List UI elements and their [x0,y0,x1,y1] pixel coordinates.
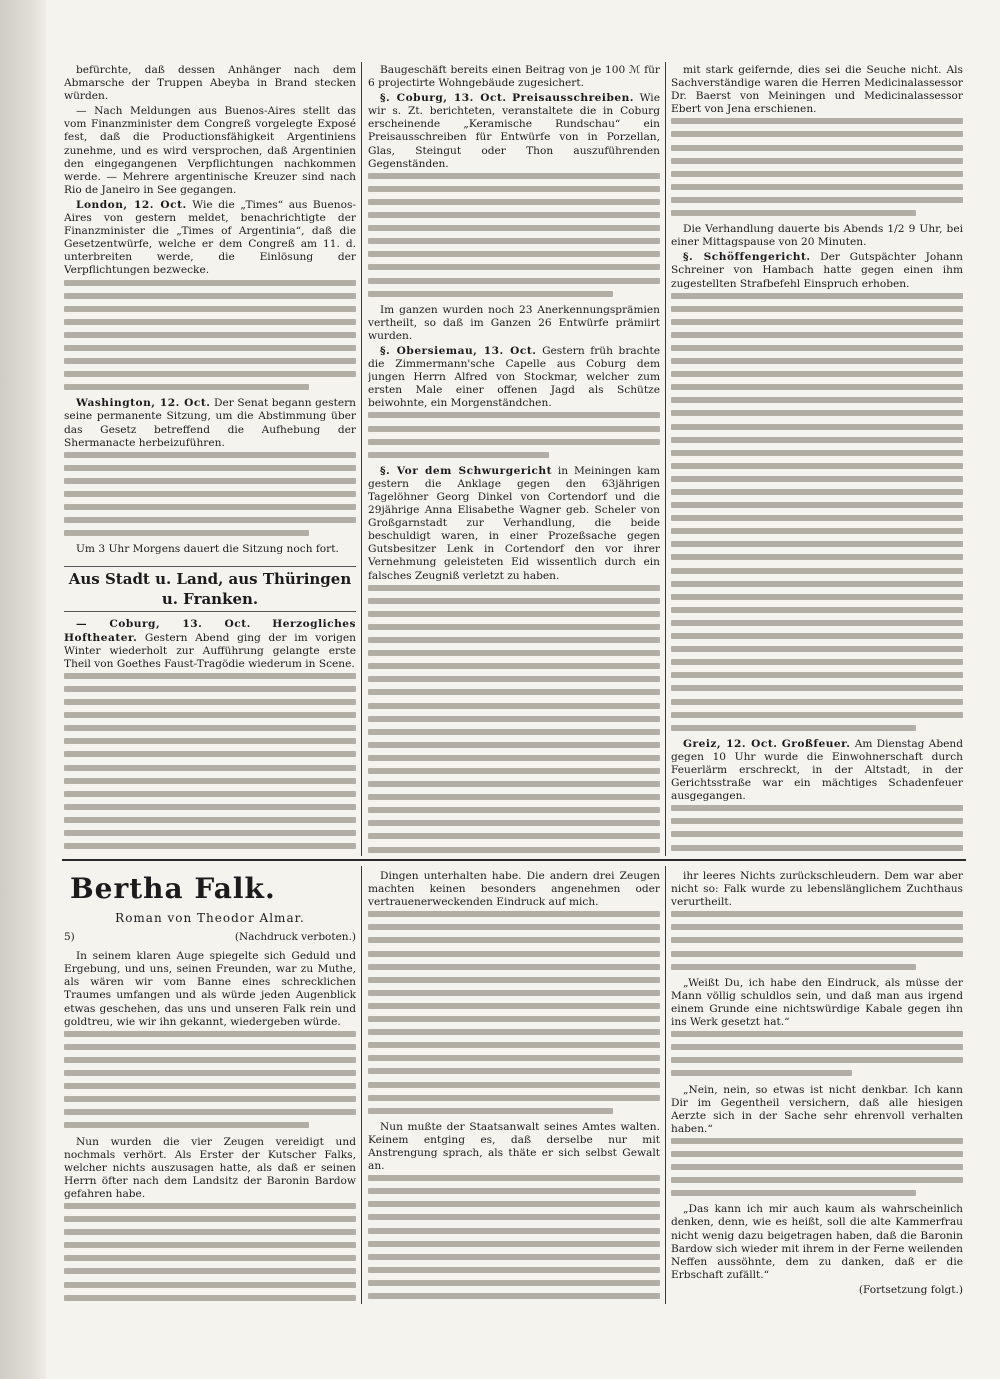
dateline: Greiz, 12. Oct. [683,737,778,750]
article-text: befürchte, daß dessen Anhänger nach dem Abmarsche der Truppen Abeyba in Brand stecken würden. [64,64,356,103]
text-lines [368,1175,660,1302]
article-title: Herzogliches Hoftheater. [64,618,356,644]
serial-column-2 [368,870,660,1302]
london-report [64,199,356,278]
serial-text: In seinem klaren Auge spiegelte sich Geduld und Ergebung, und uns, seinen Freunden, war zu Muthe, als wären wir vom Banne eines schrecklichen Traumes umfangen und als würde jeden Augenblick etwas geschehen, das uns und unseren Falk rein und goldtreu, wie wir ihn gekannt, wiedergeben würde. [64,950,356,1028]
article-text: — Nach Meldungen aus Buenos-Aires stellt das vom Finanzminister dem Congreß vorgelegte Exposé fest, daß die Productionsfähigkeit Argentiniens zunehme, und es wird versprochen, daß Argentinien den eingegangenen Verpflichtungen nachkommen werde. — Mehrere argentinische Kreuzer sind nach Rio de Janeiro in See gegangen. [64,105,356,196]
dateline: §. Coburg, 13. Oct. [380,92,507,105]
continued-note: (Fortsetzung folgt.) [858,1283,963,1296]
text-lines [64,673,356,854]
article-text: mit stark geifernde, dies sei die Seuche nicht. Als Sachverständige waren die Herren Medicinalassessor Dr. Baerst von Meiningen und Medicinalassessor Ebert von Jena erschienen. [671,64,963,116]
text-lines [671,293,963,731]
serial-byline: Roman von Theodor Almar. [115,911,305,925]
newspaper-page [46,0,1000,1379]
serial-text: Nun wurden die vier Zeugen vereidigt und nochmals verhört. Als Erster der Kutscher Falks, welcher nichts auszusagen hatte, als daß er seinen Herrn öfter nach dem Landsitz der Baronin Bardow gefahren habe. [64,1135,356,1200]
serial-meta [64,931,356,944]
text-lines [64,1203,356,1302]
text-lines [64,452,356,537]
serial-column-3 [671,870,963,1302]
theatre-report [64,618,356,670]
article-text: Wie die „Times“ aus Buenos-Aires von gestern meldet, benachrichtigte der Finanzminister die „Times of Argentinia“, daß die Gesetzentwürfe, welche er dem Congreß am 11. d. unterbreiten werde, die Einlösung der Verpflichtungen bezwecke. [64,198,356,277]
dateline: — Coburg, 13. Oct. [76,618,251,631]
section-heading: Aus Stadt u. Land, aus Thüringen u. Franken. [64,566,356,612]
serial-text: „Weißt Du, ich habe den Eindruck, als müsse der Mann völlig schuldlos sein, und daß man aus irgend einem Grunde eine nichtswürdige Kabale gegen ihn ins Werk gesetzt hat.“ [671,976,963,1029]
article-text: Baugeschäft bereits einen Beitrag von je 100 ℳ für 6 projectirte Wohngebäude zugesichert. [368,64,660,90]
article-text: Gestern früh brachte die Zimmermann'sche Capelle aus Coburg dem jungen Herrn Alfred von Stockmar, welcher zum ersten Male einer offenen Jagd als Schütze beiwohnte, ein Morgenständchen. [368,344,660,410]
article-text: Um 3 Uhr Morgens dauert die Sitzung noch fort. [76,543,339,556]
article-text: Wie wir s. Zt. berichteten, veranstaltete die in Coburg erscheinende „Keramische Rundschau“ ein Preisausschreiben für Entwürfe von in Porzellan, Glas, Steingut oder Thon auszuführenden Gegenständen. [368,92,660,170]
column-rule [665,866,666,1304]
article-title: Großfeuer. [781,737,851,750]
instalment-number: 5) [64,931,75,944]
scan-edge [0,0,46,1379]
washington-report [64,397,356,449]
article-title: Preisausschreiben. [512,92,634,105]
column-rule [361,866,362,1304]
text-lines [671,1138,963,1196]
text-lines [368,173,660,297]
article-text: Der Gutspächter Johann Schreiner von Hambach hatte gegen einen ihm zugestellten Strafbefehl Einspruch erhoben. [671,251,963,290]
article-text: Gestern Abend ging der im vorigen Winter wiederholt zur Aufführung gelangte erste Theil von Goethes Faust-Tragödie wiederum in Scene. [64,631,356,670]
serial-title: Bertha Falk. [70,872,276,905]
serial-text: Dingen unterhalten habe. Die andern drei Zeugen machten keinen besonders angenehmen oder vertrauenerweckenden Eindruck auf mich. [368,870,660,909]
reprint-notice: (Nachdruck verboten.) [234,931,356,944]
article-title: §. Vor dem Schwurgericht [380,464,553,477]
court-report [368,465,660,583]
serenade-report [368,345,660,410]
lay-court-report [671,251,963,290]
text-lines [671,911,963,969]
serial-text: „Das kann ich mir auch kaum als wahrscheinlich denken, denn, wie es heißt, soll die alte Kammerfrau nicht wenig dazu beigetragen haben, daß die Baronin Bardow sich wieder mit ihrem in der Ferne weilenden Neffen aussöhnte, dem zu danken, daß er die Erbschaft zufällt.“ [671,1203,963,1281]
text-lines [368,412,660,457]
dateline: §. Obersiemau, 13. Oct. [380,344,537,357]
serial-text: ihr leeres Nichts zurückschleudern. Dem war aber nicht so: Falk wurde zu lebenslänglichem Zuchthaus verurtheilt. [671,870,963,909]
serial-column-1 [64,870,356,1302]
text-lines [671,805,963,854]
serial-text: Nun mußte der Staatsanwalt seines Amtes walten. Keinem entging es, daß derselbe nur mit Anstrengung sprach, als thäte er sich selbst Gewalt an. [368,1120,660,1173]
article-title: §. Schöffengericht. [683,251,811,264]
column-rule [665,62,666,856]
feuilleton-divider [62,859,966,861]
dateline: London, 12. Oct. [76,198,187,211]
text-lines [368,911,660,1113]
text-lines [64,280,356,391]
fire-report [671,738,963,803]
text-lines [368,585,660,854]
article-text: Am Dienstag Abend gegen 10 Uhr wurde die Einwohnerschaft durch Feuerlärm erschreckt, in der Altstadt, in der Gerichtsstraße war ein mächtiges Schadenfeuer ausgegangen. [671,737,963,803]
text-lines [64,1031,356,1129]
article-text: in Meiningen kam gestern die Anklage gegen den 63jährigen Tagelöhner Georg Dinkel von Cortendorf und die 29jährige Anna Elisabethe Wagner geb. Scheler von Großgarnstadt zur Verhandlung, die beide beschuldigt waren, in einer Prozeßsache gegen Gutsbesitzer Lenk in Cortendorf den vor ihrer Vernehmung geleisteten Eid wissentlich durch ein falsches Zeugniß verletzt zu haben. [368,464,660,582]
dateline: Washington, 12. Oct. [76,397,211,410]
serial-text: „Nein, nein, so etwas ist nicht denkbar. Ich kann Dir im Gegentheil versichern, daß alle hiesigen Aerzte sich in der Sache sehr ehrenvoll verhalten haben.“ [671,1083,963,1135]
article-text: Im ganzen wurden noch 23 Anerkennungsprämien vertheilt, so daß im Ganzen 26 Entwürfe prämiirt wurden. [368,303,660,342]
competition-report [368,92,660,171]
text-lines [671,1031,963,1076]
news-column-2 [368,64,660,854]
article-text: Der Senat begann gestern seine permanente Sitzung, um die Abstimmung über das Gesetz betreffend die Aufhebung der Shermanacte herbeizuführen. [64,397,356,449]
text-lines [671,118,963,216]
column-rule [361,62,362,856]
article-text: Die Verhandlung dauerte bis Abends 1/2 9 Uhr, bei einer Mittagspause von 20 Minuten. [671,223,963,249]
news-column-1 [64,64,356,854]
news-column-3 [671,64,963,854]
